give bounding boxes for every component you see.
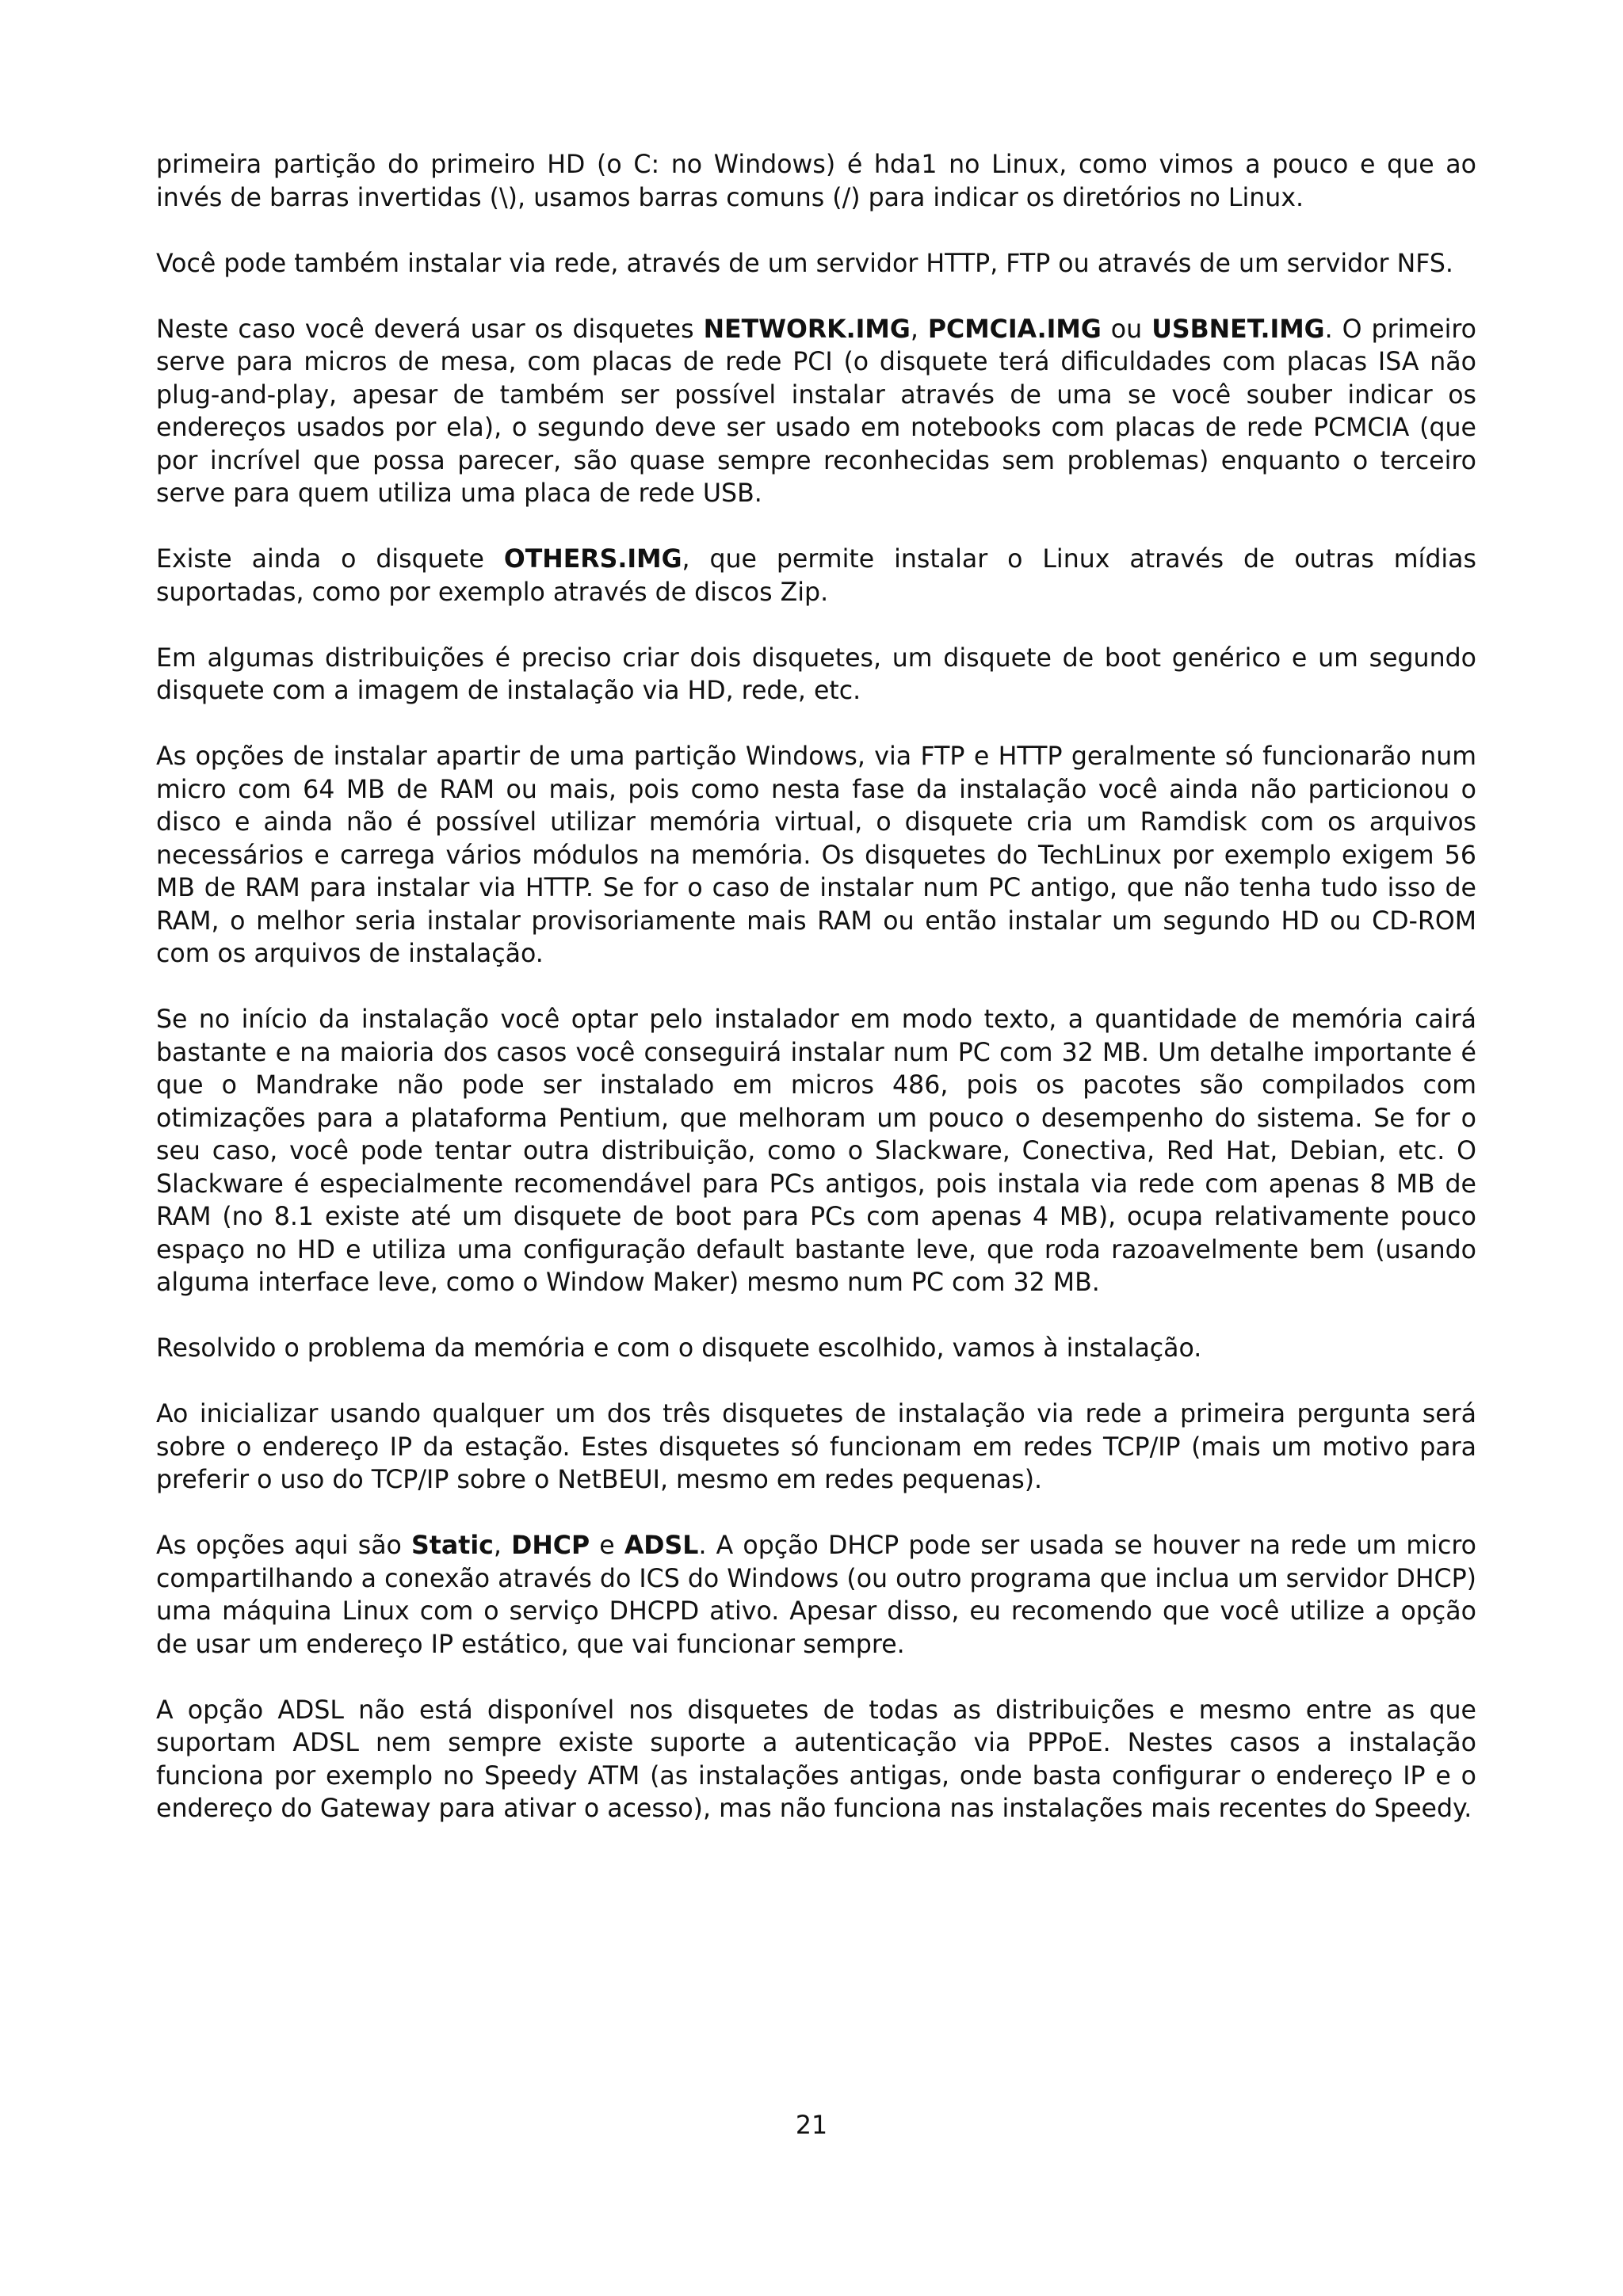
bold-term: OTHERS.IMG [503, 545, 682, 574]
paragraph [156, 543, 1476, 609]
page-number: 21 [795, 2111, 828, 2140]
text-run: primeira partição do primeiro HD (o C: no Windows) é hda1 no Linux, como vimos a pouco e que ao invés de barras invertidas (\), usamos barras comuns (/) para indicar os diretórios no Linux. [156, 151, 1476, 212]
text-run: , [493, 1531, 512, 1560]
paragraph [156, 314, 1476, 511]
bold-term: NETWORK.IMG [703, 315, 911, 344]
paragraph [156, 643, 1476, 708]
text-run: . O primeiro serve para micros de mesa, com placas de rede PCI (o disquete terá dificuldades com placas ISA não plug-and-play, apesar de também ser possível instalar através de uma se você souber indicar os endereços usados por ela), o segundo deve ser usado em notebooks com placas de rede PCMCIA (que por incrível que possa parecer, são quase sempre reconhecidas sem problemas) enquanto o terceiro serve para quem utiliza uma placa de rede USB. [156, 315, 1476, 508]
paragraph [156, 1004, 1476, 1300]
paragraph [156, 149, 1476, 215]
text-run: Ao inicializar usando qualquer um dos três disquetes de instalação via rede a primeira pergunta será sobre o endereço IP da estação. Estes disquetes só funcionam em redes TCP/IP (mais um motivo para preferir o uso do TCP/IP sobre o NetBEUI, mesmo em redes pequenas). [156, 1400, 1476, 1494]
text-run: Neste caso você deverá usar os disquetes [156, 315, 704, 344]
paragraph [156, 1398, 1476, 1497]
document-body [156, 149, 1476, 1859]
text-run: As opções de instalar apartir de uma partição Windows, via FTP e HTTP geralmente só funcionarão num micro com 64 MB de RAM ou mais, pois como nesta fase da instalação você ainda não particionou o disco e ainda não é possível utilizar memória virtual, o disquete cria um Ramdisk com os arquivos necessários e carrega vários módulos na memória. Os disquetes do TechLinux por exemplo exigem 56 MB de RAM para instalar via HTTP. Se for o caso de instalar num PC antigo, que não tenha tudo isso de RAM, o melhor seria instalar provisoriamente mais RAM ou então instalar um segundo HD ou CD-ROM com os arquivos de instalação. [156, 742, 1476, 968]
bold-term: Static [411, 1531, 494, 1560]
bold-term: PCMCIA.IMG [927, 315, 1102, 344]
bold-term: DHCP [511, 1531, 590, 1560]
text-run: Em algumas distribuições é preciso criar dois disquetes, um disquete de boot genérico e um segundo disquete com a imagem de instalação via HD, rede, etc. [156, 643, 1476, 705]
text-run: e [590, 1531, 624, 1560]
text-run: As opções aqui são [156, 1531, 412, 1560]
text-run: Resolvido o problema da memória e com o disquete escolhido, vamos à instalação. [156, 1334, 1202, 1363]
text-run: , [910, 315, 928, 344]
paragraph [156, 1333, 1476, 1366]
text-run: . A opção DHCP pode ser usada se houver na rede um micro compartilhando a conexão através do ICS do Windows (ou outro programa que inclua um servidor DHCP) uma máquina Linux com o serviço DHCPD ativo. Apesar disso, eu recomendo que você utilize a opção de usar um endereço IP estático, que vai funcionar sempre. [156, 1531, 1476, 1659]
paragraph [156, 1530, 1476, 1661]
text-run: Se no início da instalação você optar pelo instalador em modo texto, a quantidade de memória cairá bastante e na maioria dos casos você conseguirá instalar num PC com 32 MB. Um detalhe importante é que o Mandrake não pode ser instalado em micros 486, pois os pacotes são compilados com otimizações para a plataforma Pentium, que melhoram um pouco o desempenho do sistema. Se for o seu caso, você pode tentar outra distribuição, como o Slackware, Conectiva, Red Hat, Debian, etc. O Slackware é especialmente recomendável para PCs antigos, pois instala via rede com apenas 8 MB de RAM (no 8.1 existe até um disquete de boot para PCs com apenas 4 MB), ocupa relativamente pouco espaço no HD e utiliza uma configuração default bastante leve, que roda razoavelmente bem (usando alguma interface leve, como o Window Maker) mesmo num PC com 32 MB. [156, 1005, 1476, 1297]
text-run: A opção ADSL não está disponível nos disquetes de todas as distribuições e mesmo entre as que suportam ADSL nem sempre existe suporte a autenticação via PPPoE. Nestes casos a instalação funciona por exemplo no Speedy ATM (as instalações antigas, onde basta configurar o endereço IP e o endereço do Gateway para ativar o acesso), mas não funciona nas instalações mais recentes do Speedy. [156, 1695, 1476, 1823]
bold-term: ADSL [624, 1531, 699, 1560]
paragraph [156, 741, 1476, 971]
bold-term: USBNET.IMG [1151, 315, 1325, 344]
text-run: Você pode também instalar via rede, através de um servidor HTTP, FTP ou através de um servidor NFS. [156, 249, 1453, 278]
text-run: ou [1101, 315, 1152, 344]
text-run: , que permite instalar o Linux através de outras mídias suportadas, como por exemplo através de discos Zip. [156, 545, 1476, 607]
paragraph [156, 1695, 1476, 1826]
text-run: Existe ainda o disquete [156, 545, 504, 574]
paragraph [156, 248, 1476, 281]
